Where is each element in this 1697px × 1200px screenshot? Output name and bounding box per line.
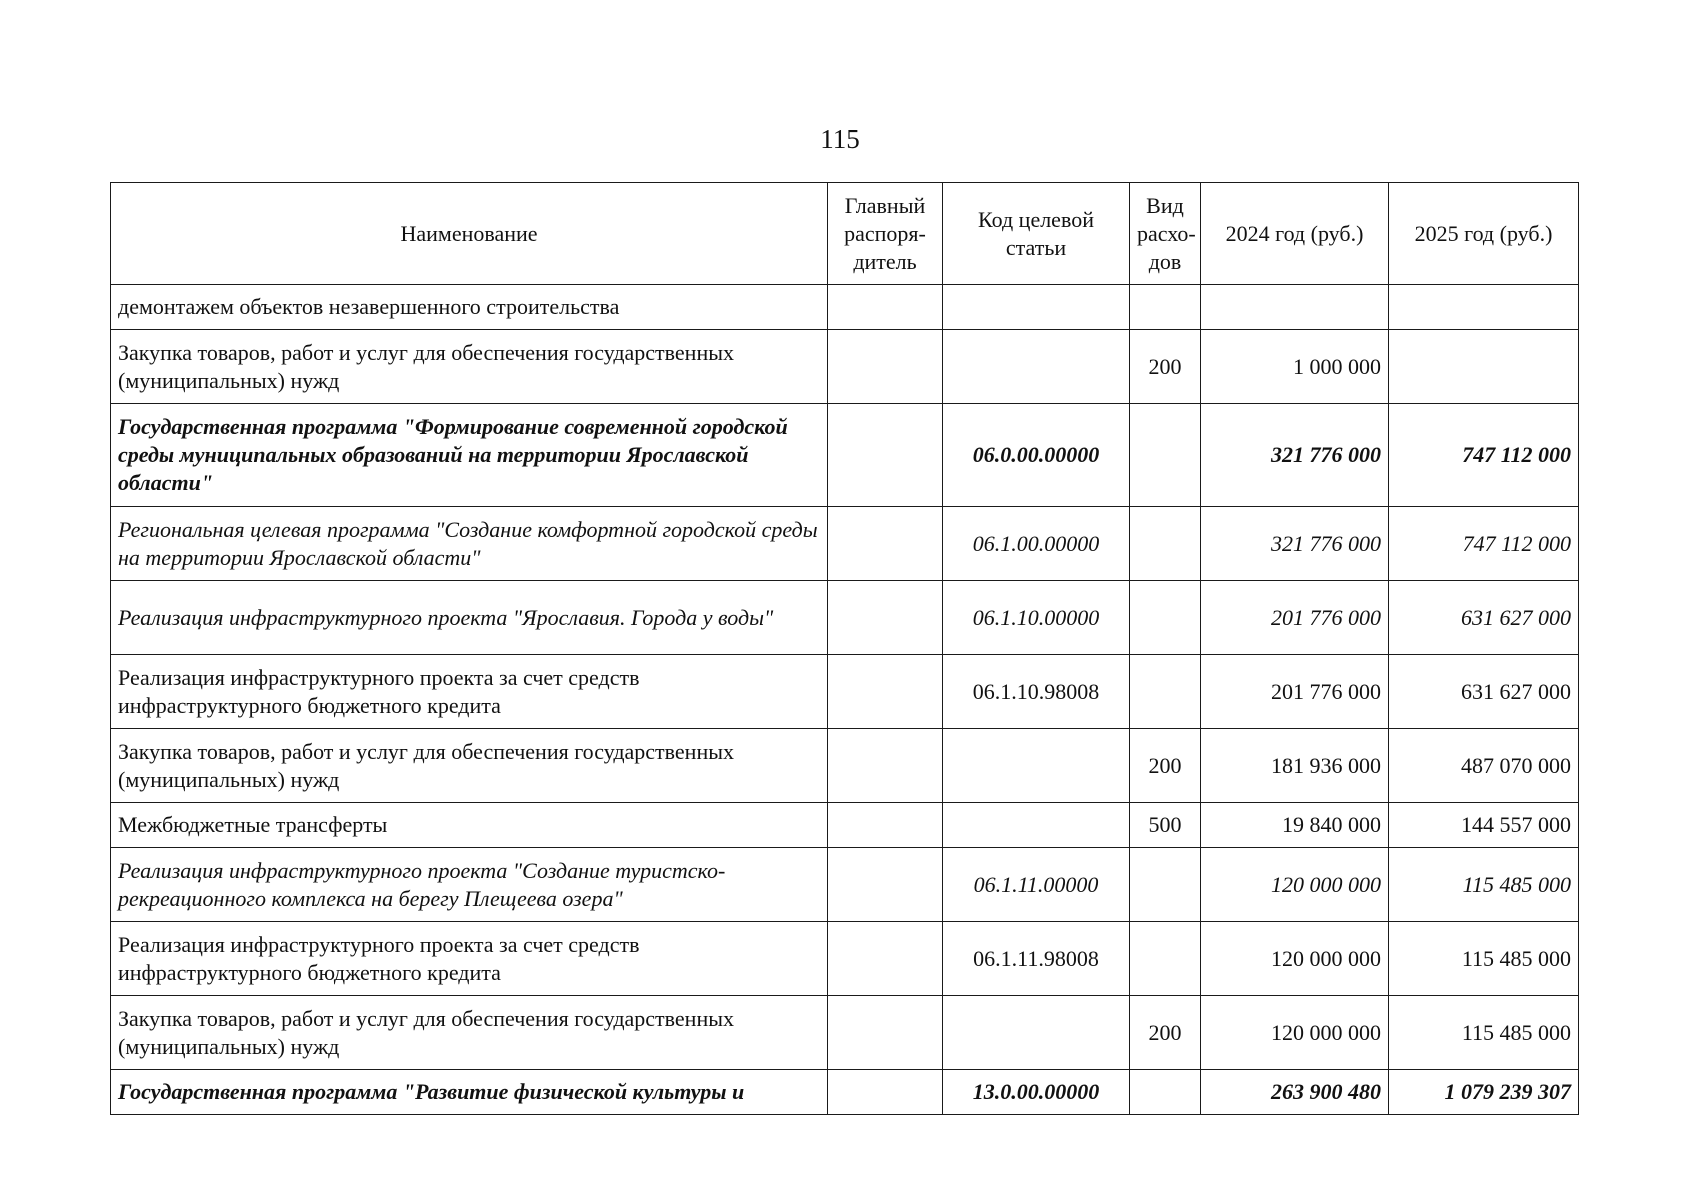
row-kind: 500 bbox=[1130, 803, 1201, 848]
row-code bbox=[943, 996, 1130, 1070]
row-2024: 321 776 000 bbox=[1201, 404, 1389, 507]
row-2024: 263 900 480 bbox=[1201, 1070, 1389, 1115]
table-row bbox=[111, 404, 1579, 507]
row-kind bbox=[1130, 507, 1201, 581]
row-code: 06.0.00.00000 bbox=[943, 404, 1130, 507]
row-admin bbox=[828, 848, 943, 922]
row-admin bbox=[828, 729, 943, 803]
row-2025: 631 627 000 bbox=[1389, 655, 1579, 729]
row-code: 06.1.11.98008 bbox=[943, 922, 1130, 996]
row-code bbox=[943, 285, 1130, 330]
row-code bbox=[943, 803, 1130, 848]
row-2025: 1 079 239 307 bbox=[1389, 1070, 1579, 1115]
table-row bbox=[111, 285, 1579, 330]
row-code bbox=[943, 330, 1130, 404]
table-row bbox=[111, 996, 1579, 1070]
table-row bbox=[111, 507, 1579, 581]
row-2025: 747 112 000 bbox=[1389, 404, 1579, 507]
table-row bbox=[111, 1070, 1579, 1115]
row-name: Закупка товаров, работ и услуг для обеспечения государственных (муниципальных) нужд bbox=[111, 996, 828, 1070]
row-2024: 19 840 000 bbox=[1201, 803, 1389, 848]
row-kind bbox=[1130, 404, 1201, 507]
row-name: Закупка товаров, работ и услуг для обеспечения государственных (муниципальных) нужд bbox=[111, 330, 828, 404]
row-2024: 120 000 000 bbox=[1201, 848, 1389, 922]
row-name: Государственная программа "Развитие физической культуры и bbox=[111, 1070, 828, 1115]
row-2024: 201 776 000 bbox=[1201, 655, 1389, 729]
row-kind: 200 bbox=[1130, 729, 1201, 803]
row-2024: 181 936 000 bbox=[1201, 729, 1389, 803]
row-admin bbox=[828, 285, 943, 330]
row-admin bbox=[828, 404, 943, 507]
table-row bbox=[111, 803, 1579, 848]
table-row bbox=[111, 922, 1579, 996]
row-2024: 321 776 000 bbox=[1201, 507, 1389, 581]
row-name: Региональная целевая программа "Создание комфортной городской среды на территории Ярославской области" bbox=[111, 507, 828, 581]
header-2024: 2024 год (руб.) bbox=[1201, 183, 1389, 285]
row-2025 bbox=[1389, 285, 1579, 330]
page-number: 115 bbox=[820, 124, 860, 154]
row-admin bbox=[828, 996, 943, 1070]
table-header-row bbox=[111, 183, 1579, 285]
table-row bbox=[111, 581, 1579, 655]
row-code: 06.1.10.00000 bbox=[943, 581, 1130, 655]
header-admin: Главный распоря-дитель bbox=[828, 183, 943, 285]
row-kind bbox=[1130, 581, 1201, 655]
row-admin bbox=[828, 1070, 943, 1115]
row-2025 bbox=[1389, 330, 1579, 404]
row-name: Закупка товаров, работ и услуг для обеспечения государственных (муниципальных) нужд bbox=[111, 729, 828, 803]
row-2025: 487 070 000 bbox=[1389, 729, 1579, 803]
row-admin bbox=[828, 803, 943, 848]
row-admin bbox=[828, 581, 943, 655]
row-2024: 1 000 000 bbox=[1201, 330, 1389, 404]
row-admin bbox=[828, 922, 943, 996]
row-2024: 201 776 000 bbox=[1201, 581, 1389, 655]
row-2024: 120 000 000 bbox=[1201, 996, 1389, 1070]
row-2024 bbox=[1201, 285, 1389, 330]
row-kind bbox=[1130, 1070, 1201, 1115]
header-kind: Вид расхо-дов bbox=[1130, 183, 1201, 285]
row-kind bbox=[1130, 285, 1201, 330]
row-code: 13.0.00.00000 bbox=[943, 1070, 1130, 1115]
header-code: Код целевой статьи bbox=[943, 183, 1130, 285]
row-admin bbox=[828, 330, 943, 404]
row-2025: 747 112 000 bbox=[1389, 507, 1579, 581]
row-kind: 200 bbox=[1130, 330, 1201, 404]
row-kind: 200 bbox=[1130, 996, 1201, 1070]
row-2025: 115 485 000 bbox=[1389, 996, 1579, 1070]
row-name: демонтажем объектов незавершенного строительства bbox=[111, 285, 828, 330]
row-2025: 144 557 000 bbox=[1389, 803, 1579, 848]
table-row bbox=[111, 848, 1579, 922]
row-2025: 115 485 000 bbox=[1389, 848, 1579, 922]
budget-table bbox=[110, 182, 1579, 1115]
row-name: Государственная программа "Формирование современной городской среды муниципальных образований на территории Ярославской области" bbox=[111, 404, 828, 507]
row-name: Межбюджетные трансферты bbox=[111, 803, 828, 848]
row-kind bbox=[1130, 655, 1201, 729]
header-name: Наименование bbox=[111, 183, 828, 285]
row-admin bbox=[828, 507, 943, 581]
row-kind bbox=[1130, 922, 1201, 996]
row-code: 06.1.11.00000 bbox=[943, 848, 1130, 922]
row-name: Реализация инфраструктурного проекта за счет средств инфраструктурного бюджетного кредита bbox=[111, 655, 828, 729]
table-row bbox=[111, 655, 1579, 729]
row-code: 06.1.10.98008 bbox=[943, 655, 1130, 729]
row-2025: 115 485 000 bbox=[1389, 922, 1579, 996]
row-2025: 631 627 000 bbox=[1389, 581, 1579, 655]
row-name: Реализация инфраструктурного проекта "Создание туристско-рекреационного комплекса на берегу Плещеева озера" bbox=[111, 848, 828, 922]
table-row bbox=[111, 330, 1579, 404]
row-2024: 120 000 000 bbox=[1201, 922, 1389, 996]
row-admin bbox=[828, 655, 943, 729]
row-code bbox=[943, 729, 1130, 803]
table-row bbox=[111, 729, 1579, 803]
header-2025: 2025 год (руб.) bbox=[1389, 183, 1579, 285]
row-code: 06.1.00.00000 bbox=[943, 507, 1130, 581]
row-name: Реализация инфраструктурного проекта за счет средств инфраструктурного бюджетного кредита bbox=[111, 922, 828, 996]
row-kind bbox=[1130, 848, 1201, 922]
row-name: Реализация инфраструктурного проекта "Ярославия. Города у воды" bbox=[111, 581, 828, 655]
